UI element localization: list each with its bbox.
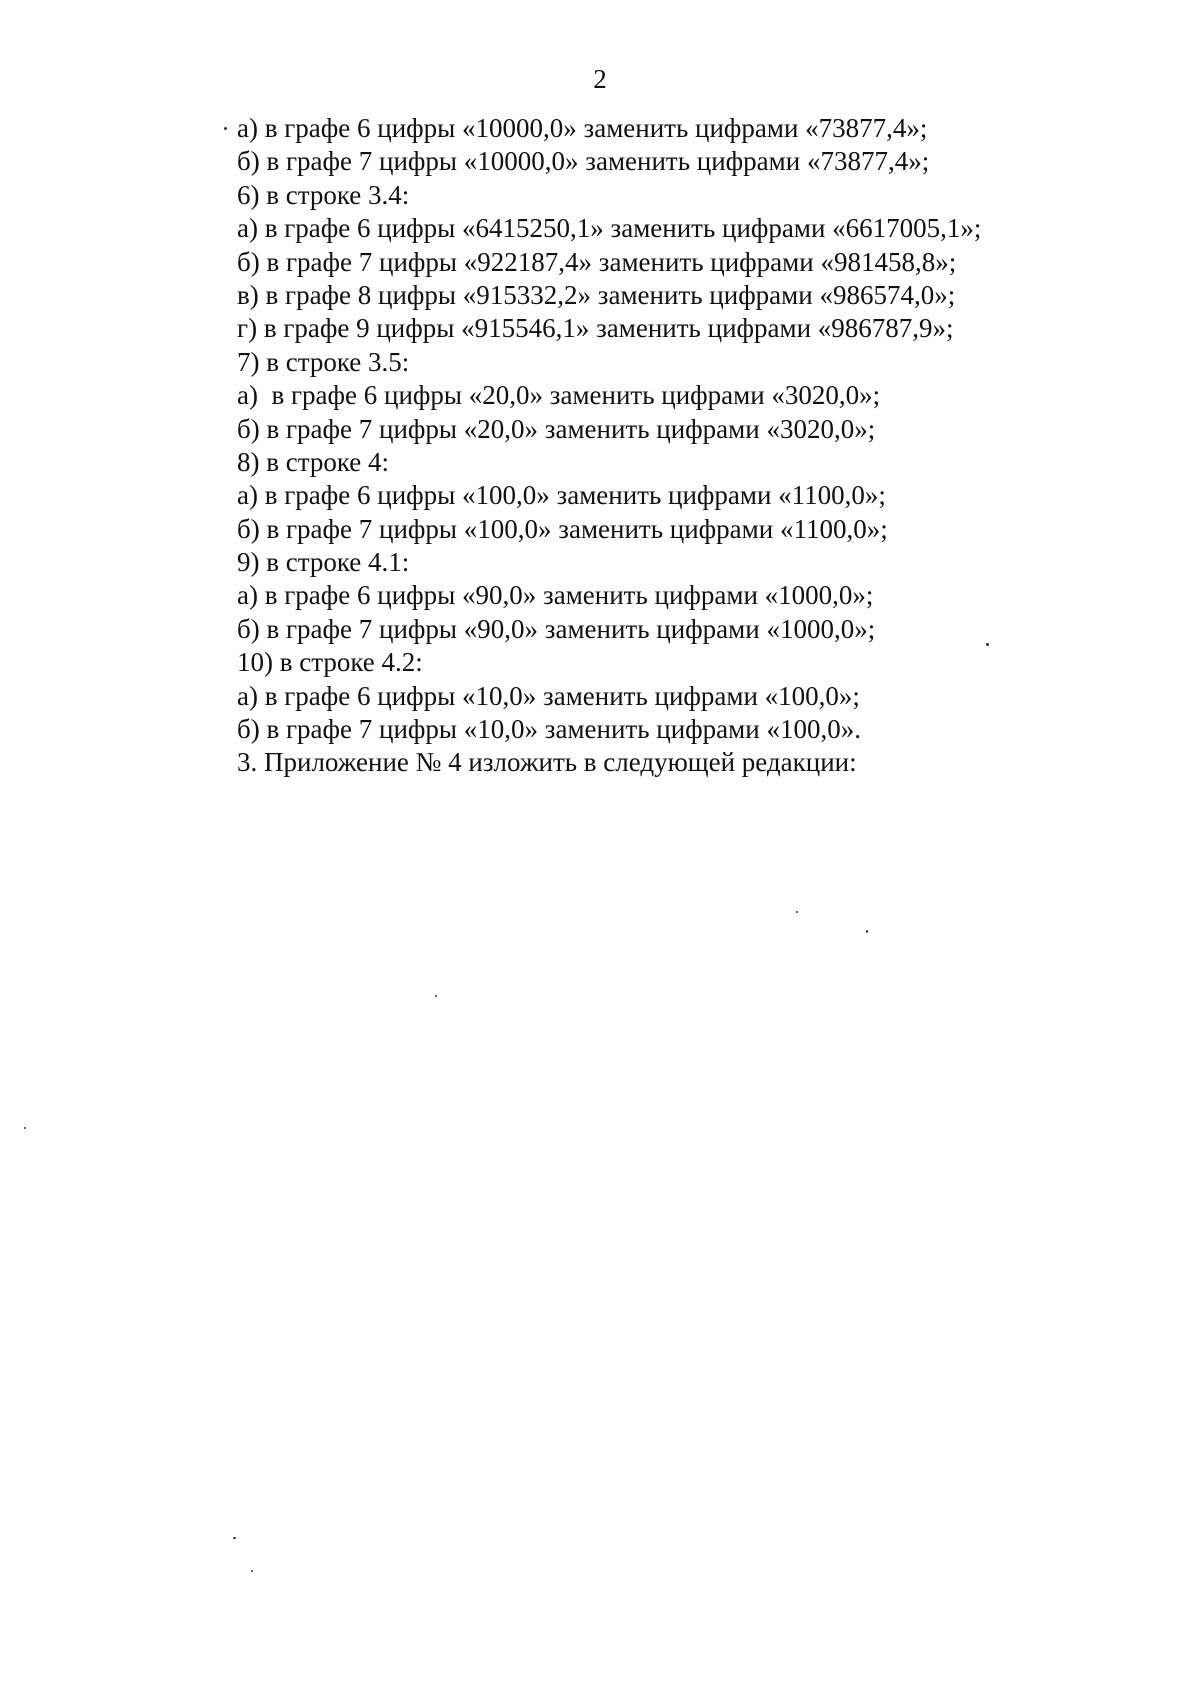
text-line: а) в графе 6 цифры «100,0» заменить цифрами «1100,0»; <box>237 480 886 511</box>
scan-speck <box>866 930 868 933</box>
text-line: 3. Приложение № 4 изложить в следующей редакции: <box>237 747 857 778</box>
text-line: б) в графе 7 цифры «922187,4» заменить цифрами «981458,8»; <box>237 246 957 277</box>
text-line: в) в графе 8 цифры «915332,2» заменить цифрами «986574,0»; <box>237 279 956 310</box>
text-line: а) в графе 6 цифры «6415250,1» заменить цифрами «6617005,1»; <box>237 213 982 244</box>
scan-speck <box>986 643 989 646</box>
text-line: 6) в строке 3.4: <box>237 179 410 210</box>
document-body <box>237 112 1137 780</box>
text-line: 10) в строке 4.2: <box>237 647 423 678</box>
scan-speck <box>435 995 437 997</box>
scan-speck <box>24 1127 26 1129</box>
page-number: 2 <box>593 64 607 94</box>
text-line: а) в графе 6 цифры «10,0» заменить цифрами «100,0»; <box>237 680 860 711</box>
text-line: 8) в строке 4: <box>237 446 390 477</box>
text-line: г) в графе 9 цифры «915546,1» заменить цифрами «986787,9»; <box>237 313 954 344</box>
scan-speck <box>796 911 798 913</box>
text-line: б) в графе 7 цифры «10000,0» заменить цифрами «73877,4»; <box>237 146 930 177</box>
scan-speck <box>251 1570 253 1572</box>
scan-speck <box>233 1537 236 1539</box>
text-line: б) в графе 7 цифры «10,0» заменить цифрами «100,0». <box>237 714 861 745</box>
text-line: а) в графе 6 цифры «90,0» заменить цифрами «1000,0»; <box>237 580 874 611</box>
text-line: б) в графе 7 цифры «20,0» заменить цифрами «3020,0»; <box>237 413 876 444</box>
text-line: б) в графе 7 цифры «90,0» заменить цифрами «1000,0»; <box>237 613 876 644</box>
text-line: 9) в строке 4.1: <box>237 547 410 578</box>
text-line: а) в графе 6 цифры «20,0» заменить цифрами «3020,0»; <box>237 380 881 411</box>
scan-speck <box>224 127 227 130</box>
text-line: б) в графе 7 цифры «100,0» заменить цифрами «1100,0»; <box>237 513 888 544</box>
text-line: а) в графе 6 цифры «10000,0» заменить цифрами «73877,4»; <box>237 113 928 143</box>
text-line: 7) в строке 3.5: <box>237 346 410 377</box>
